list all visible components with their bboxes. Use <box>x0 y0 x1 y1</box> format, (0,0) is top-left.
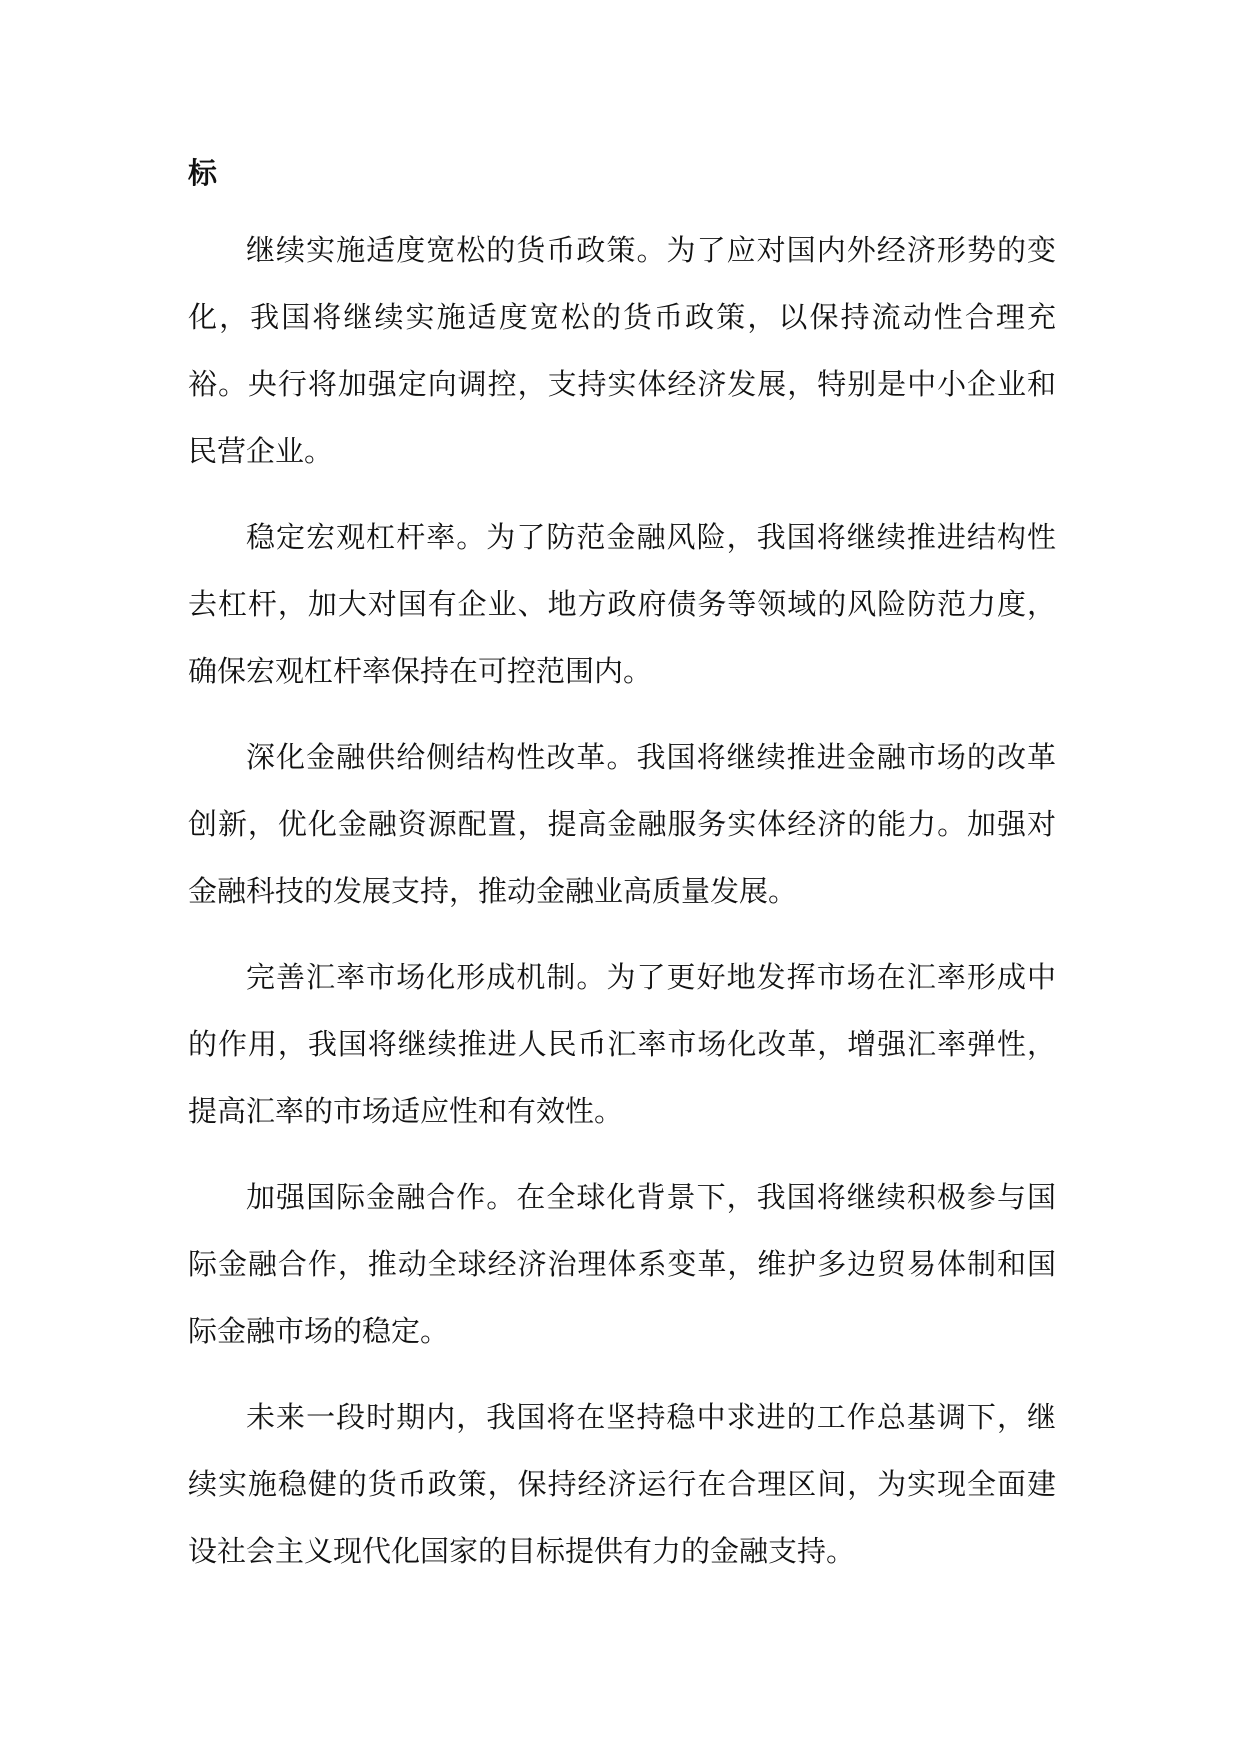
paragraph-financial-reform: 深化金融供给侧结构性改革。我国将继续推进金融市场的改革创新，优化金融资源配置，提高金融服务实体经济的能力。加强对金融科技的发展支持，推动金融业高质量发展。 <box>188 740 1056 908</box>
paragraph-monetary-policy: 继续实施适度宽松的货币政策。为了应对国内外经济形势的变化，我国将继续实施适度宽松的货币政策，以保持流动性合理充裕。央行将加强定向调控，支持实体经济发展，特别是中小企业和民营企业。 <box>188 233 1056 468</box>
paragraph-macro-leverage: 稳定宏观杠杆率。为了防范金融风险，我国将继续推进结构性去杠杆，加大对国有企业、地方政府债务等领域的风险防范力度，确保宏观杠杆率保持在可控范围内。 <box>188 520 1056 688</box>
document-body <box>188 140 1056 1604</box>
section-heading: 标 <box>188 156 218 190</box>
paragraph-exchange-rate: 完善汇率市场化形成机制。为了更好地发挥市场在汇率形成中的作用，我国将继续推进人民币汇率市场化改革，增强汇率弹性，提高汇率的市场适应性和有效性。 <box>188 960 1056 1128</box>
paragraph-international-cooperation: 加强国际金融合作。在全球化背景下，我国将继续积极参与国际金融合作，推动全球经济治理体系变革，维护多边贸易体制和国际金融市场的稳定。 <box>188 1180 1056 1348</box>
paragraph-outlook: 未来一段时期内，我国将在坚持稳中求进的工作总基调下，继续实施稳健的货币政策，保持经济运行在合理区间，为实现全面建设社会主义现代化国家的目标提供有力的金融支持。 <box>188 1400 1056 1568</box>
